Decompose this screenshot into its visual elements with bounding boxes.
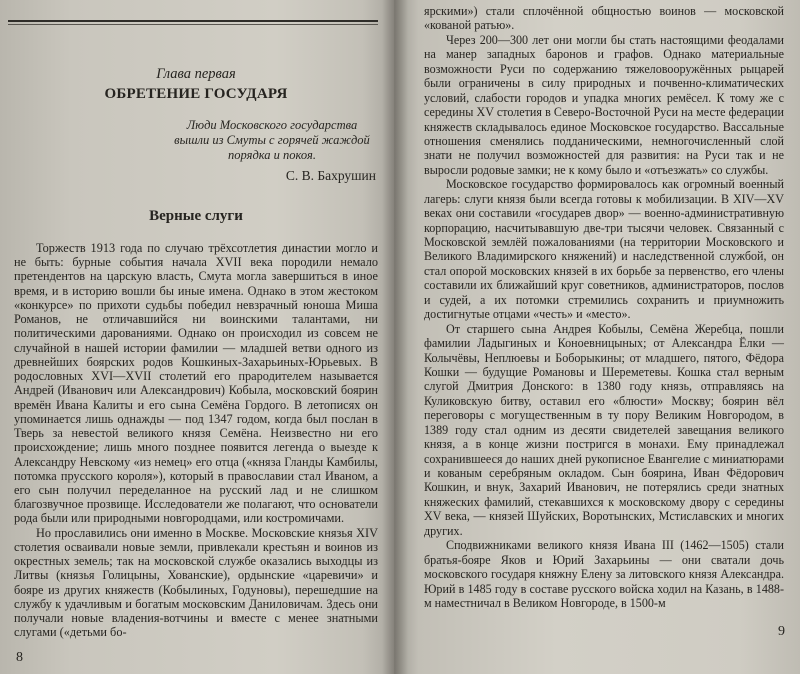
- header-rule: [8, 20, 378, 22]
- chapter-label: Глава первая: [156, 66, 236, 82]
- page-number-right: 9: [778, 624, 785, 639]
- chapter-title: ОБРЕТЕНИЕ ГОСУДАРЯ: [104, 86, 288, 102]
- header-rule-thin: [8, 24, 378, 25]
- epigraph: Люди Московского государства вышли из Смуты с горячей жаждой порядка и покоя.: [174, 118, 370, 162]
- right-body-text: [424, 4, 784, 610]
- epigraph-author: С. В. Бахрушин: [285, 168, 376, 183]
- paragraph: Через 200—300 лет они могли бы стать настоящими феодалами на манер западных баронов и графов. Однако материальные возможности Руси по содержанию тяжеловооружённых рыцарей были ограничены в силу природных и почвенно-климатических условий, слабости городов и упадка многих ремёсел. К тому же с середины XV столетия в Северо-Восточной Руси на месте федерации княжеств складывалось единое Московское государство. Вассальные отношения сменялись подданическими, немногочисленный слой знати не получил возможностей для развития: на Руси так и не выросли родовые замки; не к кому было и «отъезжать» со службы.: [424, 32, 784, 177]
- page-number-left: 8: [16, 650, 23, 665]
- paragraph: Сподвижниками великого князя Ивана III (1462—1505) стали братья-бояре Яков и Юрий Захарьины — они сватали дочь московского государя княжну Елену за литовского князя Александра. Юрий в 1485 году в составе русского войска ходил на Казань, в 1488-м наместничал в Великом Новгороде, в 1500-м: [424, 538, 784, 610]
- paragraph: От старшего сына Андрея Кобылы, Семёна Жеребца, пошли фамилии Ладыгиных и Коноевницыных; от Александра Ёлки — Колычёвы, Неплюевы и Боборыкины; от младшего, пятого, Фёдора Кошки — будущие Романовы и Шереметевы. Кошка стал верным слугой Дмитрия Донского: в 1380 году князь, отправляясь на Куликовскую битву, оставил его «блюсти» Москву; боярин вёл переговоры с могущественным в ту пору Великим Новгородом, в 1389 году стал одним из десяти свидетелей завещания великого князя, а в конце жизни постригся в монахи. Ему принадлежал сохранившееся до наших дней рукописное Евангелие с миниатюрами и кованым серебряным окладом. Сын боярина, Иван Фёдорович Кошкин, и внук, Захарий Иванович, не потерялись среди знатных княжеских фамилий, стекавшихся к московскому двору с середины XV века, — князей Шуйских, Воротынских, Мстиславских и многих других.: [424, 321, 784, 538]
- paragraph: Московское государство формировалось как огромный военный лагерь: слуги князя были всегда готовы к мобилизации. В XIV—XV веках они составили «государев двор» — военно-административную корпорацию, насчитывавшую две-три тысячи человек. Связанный с Московской землёй пожалованиями (на территории Московского и Великого Владимирского княжений) и наследственной службой, он стал опорой московских князей в их борьбе за первенство, его члены составили их ближайший круг советников, администраторов, послов и судей, а их потомки стремились сохранить и приумножить достигнутые отцами «честь» и «место».: [424, 177, 784, 322]
- section-title: Верные слуги: [149, 208, 243, 224]
- left-page: [0, 0, 394, 674]
- paragraph: Но прославились они именно в Москве. Московские князья XIV столетия осваивали новые земли, привлекали крестьян и воинов из окрестных земель; так на московской службе оказались выходцы из Литвы (князья Голицыны, Хованские), ордынские «царевичи» и бояре из других княжеств (Кобылиных, Годуновы), перешедшие на службу к удачливым и богатым московским Даниловичам. Здесь они получали новые владения-вотчины и вместе с менее знатными слугами («детьми бо-: [14, 525, 378, 640]
- left-body-text: [14, 241, 378, 640]
- paragraph: ярскими») стали сплочённой общностью воинов — московской «кованой ратью».: [424, 4, 784, 33]
- paragraph: Торжеств 1913 года по случаю трёхсотлетия династии могло и не быть: бурные события начала XVII века породили немало претендентов на царскую власть, Смута могла завершиться в иное время, и в историю вошли бы иные имена. Однако в этом жестоком «конкурсе» по прихоти судьбы победил невзрачный юноша Миша Романов, не отличавшийся ни воинскими талантами, ни политическими дарованиями. Однако он происходил из совсем не случайной в нашей истории фамилии — младшей ветви одного из древнейших боярских родов Кошкиных-Захарьиных-Юрьевых. В родословных XVI—XVII столетий его прародителем называется Андрей (Иванович или Александрович) Кобыла, московский боярин времён Ивана Калиты и его сына Семёна Гордого. В летописях он упоминается лишь однажды — под 1347 годом, когда был послан в Тверь за невестой великого князя Семёна. Неизвестно ни его происхождение; лишь много позднее появится легенда о выезде к Александру Невскому «из немец» его отца («княза Гланды Камбилы, потомка прусского короля»), который в православии стал Иваном, а его сын получил переделанное на русский лад и не слишком благозвучное прозвище. Исследователи же полагают, что основатели рода были или природными новгородцами, или костромичами.: [14, 241, 378, 526]
